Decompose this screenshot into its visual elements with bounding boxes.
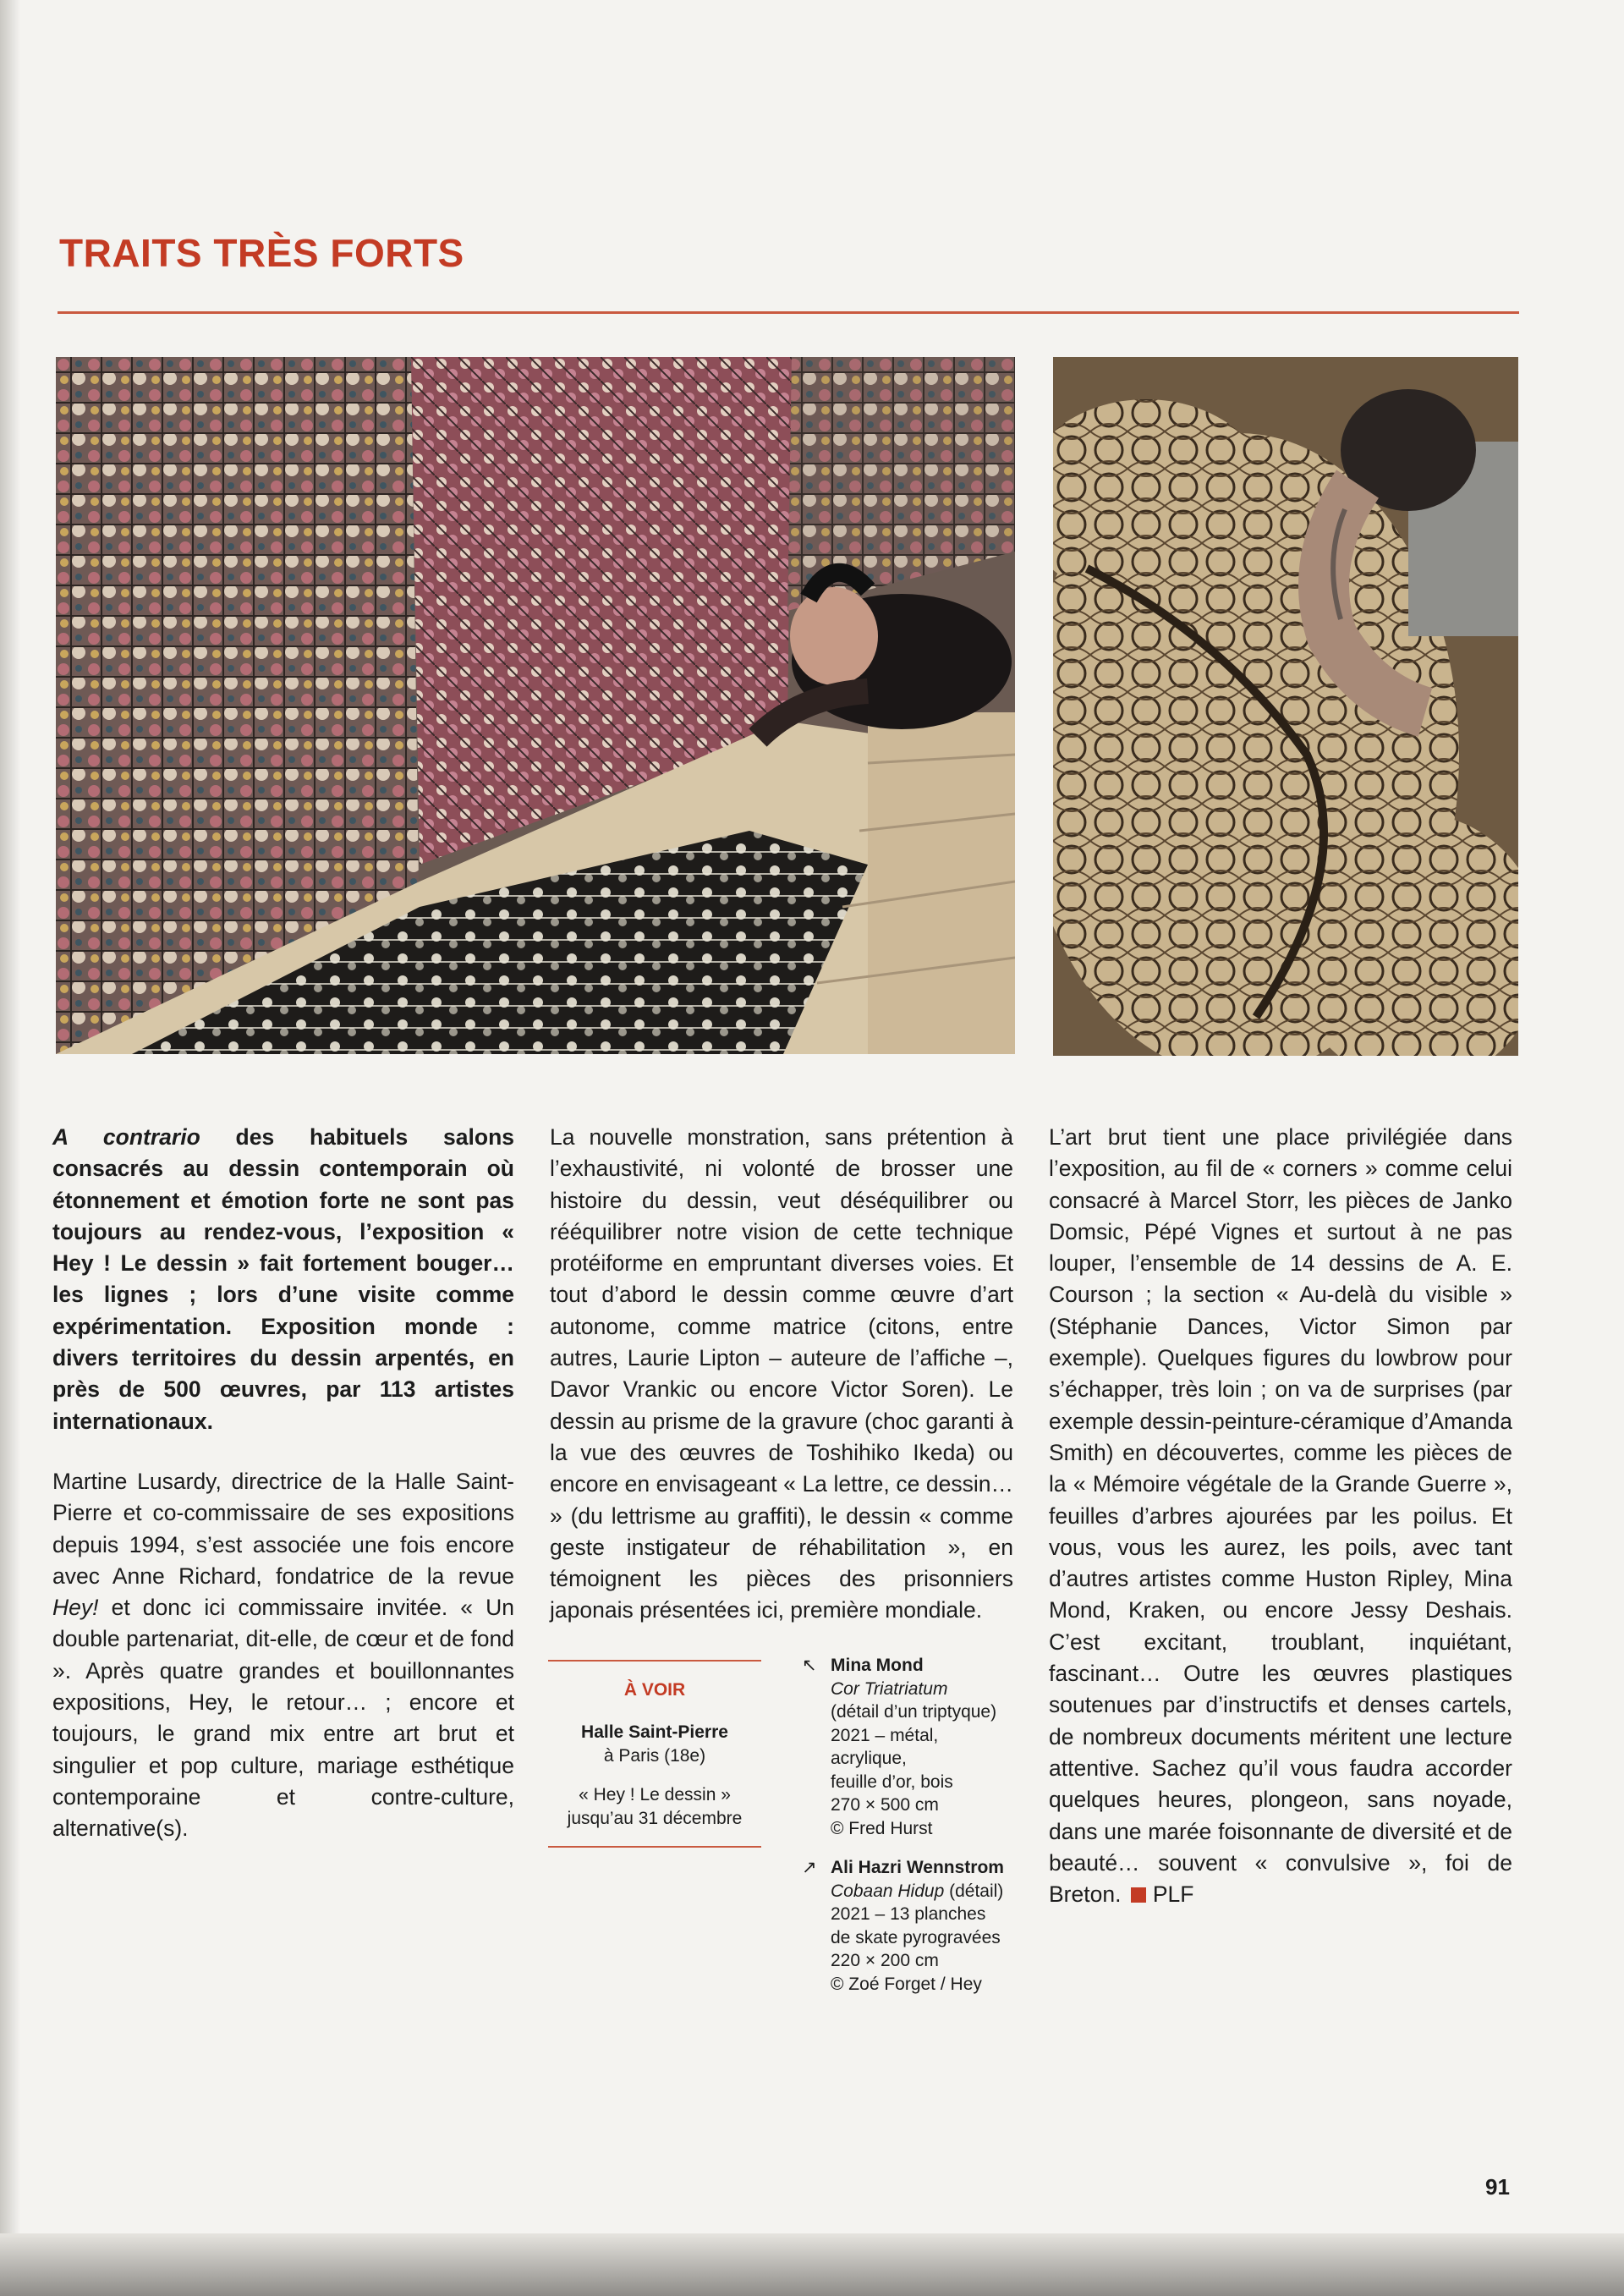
caption-detail: 220 × 200 cm: [831, 1951, 939, 1970]
a-voir-box: [548, 1660, 761, 1848]
author-signature: PLF: [1152, 1881, 1194, 1908]
caption-detail: (détail d’un triptyque): [831, 1702, 997, 1722]
lead-text: des habituels salons consacrés au dessin contemporain où étonnement et émotion forte ne sont pas toujours au rendez-vous, l’exposition « Hey ! Le dessin » fait fortement bouger… les lignes ; lors d’une visite comme expérimentation. Exposition monde : divers territoires du dessin arpentés, en près de 500 œuvres, par 113 artistes internationaux.: [52, 1124, 514, 1434]
caption-detail: feuille d’or, bois: [831, 1771, 953, 1792]
photo-artist-drawing: [56, 357, 1015, 1054]
body-text: L’art brut tient une place privilégiée dans l’exposition, au fil de « corners » comme celui consacré à Marcel Storr, les pièces de Janko Domsic, Pépé Vignes et surtout à ne pas louper, l’ensemble de 14 dessins de A. E. Courson ; la section « Au-delà du visible » (Stéphanie Dances, Victor Simon par exemple). Quelques figures du lowbrow pour s’échapper, très loin ; on va de surprises (par exemple dessin-peinture-céramique d’Amanda Smith) en découvertes, comme les pièces de la « Mémoire végétale de la Grande Guerre », feuilles d’arbres ajourées par les poilus. Et vous, vous les aurez, les poils, avec tant d’autres artistes comme Huston Ripley, Mina Mond, Kraken, ou encore Jessy Deshais. C’est excitant, troublant, inquiétant, fascinant… Outre les œuvres plastiques soutenues par d’instructifs et denses cartels, de nombreux documents méritent une lecture attentive. Sachez qu’il vous faudra accorder quelques heures, plongeon, sans noyade, dans une marée foisonnante de diversité et de beauté… souvent « convulsive », foi de Breton.: [1049, 1124, 1512, 1908]
a-voir-heading: À VOIR: [623, 1680, 686, 1700]
a-voir-top-rule: [548, 1660, 761, 1662]
body-paragraph-1: [52, 1466, 514, 1845]
a-voir-show: « Hey ! Le dessin »: [579, 1785, 731, 1804]
caption-detail: de skate pyrogravées: [831, 1927, 1001, 1947]
caption-right-photo: [802, 1856, 1034, 1996]
caption-detail: 2021 – 13 planches: [831, 1904, 986, 1924]
caption-work-line: [831, 1880, 1034, 1903]
page-bottom-shadow: [0, 2233, 1624, 2296]
lead-italic: A contrario: [52, 1124, 200, 1150]
caption-work-title: Cobaan Hidup: [831, 1881, 945, 1901]
article-column-3: [1049, 1122, 1512, 1910]
arrow-up-right-icon: ↗: [802, 1858, 817, 1877]
caption-detail: 270 × 500 cm: [831, 1795, 939, 1815]
caption-credit: © Fred Hurst: [831, 1818, 933, 1838]
a-voir-bottom-rule: [548, 1846, 761, 1848]
article-column-2: [550, 1122, 1013, 1627]
a-voir-city: à Paris (18e): [603, 1746, 706, 1766]
caption-artist: Ali Hazri Wennstrom: [831, 1858, 1004, 1877]
article-column-1: [52, 1122, 514, 1845]
end-mark-icon: [1131, 1887, 1146, 1903]
a-voir-venue: Halle Saint-Pierre: [581, 1722, 728, 1742]
page-number: 91: [1485, 2174, 1510, 2200]
a-voir-dates: jusqu’au 31 décembre: [567, 1809, 743, 1828]
caption-artist: Mina Mond: [831, 1656, 924, 1675]
caption-detail: 2021 – métal,: [831, 1725, 939, 1745]
title-rule: [58, 311, 1519, 314]
body-text: et donc ici commissaire invitée. « Un double partenariat, dit-elle, de cœur et de fond ». Après quatre grandes et bouillonnantes expositions, Hey, le retour… ; encore et toujours, le grand mix entre art brut et singulier et pop culture, mariage esthétique contemporaine et contre-culture, alternative(s).: [52, 1595, 514, 1842]
body-paragraph-2: La nouvelle monstration, sans prétention à l’exhaustivité, ni volonté de brosser une histoire du dessin, veut déséquilibrer ou rééquilibrer notre vision de cette technique protéiforme en empruntant diverses voies. Et tout d’abord le dessin comme œuvre d’art autonome, comme matrice (citons, entre autres, Laurie Lipton – auteure de l’affiche –, Davor Vrankic ou encore Victor Soren). Le dessin au prisme de la gravure (choc garanti à la vue des œuvres de Toshihiko Ikeda) ou encore en envisageant « La lettre, ce dessin… » (du lettrisme au graffiti), le dessin « comme geste instigateur de réhabilitation », en témoignent les pièces des prisonniers japonais présentées ici, première mondiale.: [550, 1124, 1013, 1623]
caption-credit: © Zoé Forget / Hey: [831, 1974, 982, 1994]
caption-work-suffix: (détail): [944, 1881, 1004, 1901]
caption-left-photo: [802, 1654, 1034, 1840]
article-title: TRAITS TRÈS FORTS: [59, 231, 464, 275]
arrow-up-left-icon: ↖: [802, 1656, 817, 1675]
lead-paragraph: [52, 1122, 514, 1437]
body-paragraph-3: [1049, 1122, 1512, 1910]
photo-skateboard-artist: [1053, 357, 1518, 1056]
body-text: Martine Lusardy, directrice de la Halle Saint-Pierre et co-commissaire de ses expositions depuis 1994, s’est associée une fois encore avec Anne Richard, fondatrice de la revue: [52, 1468, 514, 1589]
page-gutter-shadow: [0, 0, 20, 2296]
magazine-name: Hey!: [52, 1595, 99, 1621]
caption-work-title: Cor Triatriatum: [831, 1678, 948, 1699]
caption-detail: acrylique,: [831, 1749, 907, 1768]
